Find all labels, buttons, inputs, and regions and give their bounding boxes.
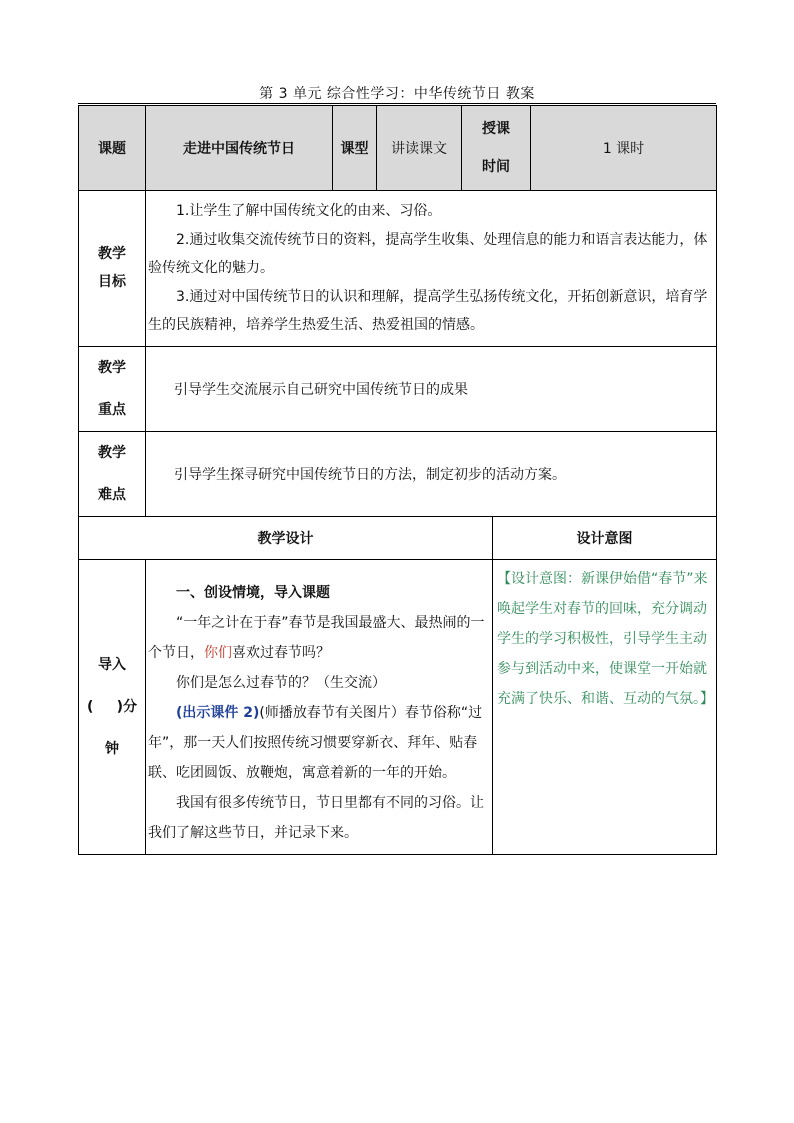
courseware-ref: (出示课件 2): [176, 704, 260, 721]
key-points-label: [79, 346, 146, 431]
intro-label-bottom: 钟: [105, 740, 119, 757]
paren-open: (: [87, 698, 94, 715]
objectives-row: [79, 191, 717, 347]
objectives-label-line2: 目标: [98, 274, 126, 291]
difficulties-row: [79, 431, 717, 516]
header-divider: [78, 103, 716, 104]
key-points-row: [79, 346, 717, 431]
lesson-plan-table: [78, 105, 717, 855]
intro-paragraph-3: (出示课件 2)(师播放春节有关图片）春节俗称“过年”，那一天人们按照传统习惯要穿新衣、拜年、贴春联、吃团圆饭、放鞭炮，寓意着新的一年的开始。: [148, 704, 483, 781]
intro-paragraph-1: “一年之计在于春”春节是我国最盛大、最热闹的一个节日，你们喜欢过春节吗？: [148, 614, 485, 661]
type-label: 课型: [333, 106, 377, 191]
objective-item: 2.通过收集交流传统节日的资料，提高学生收集、处理信息的能力和语言表达能力，体验传统文化的魅力。: [148, 231, 708, 276]
time-label: [462, 106, 531, 191]
design-header-row: [79, 516, 717, 559]
objectives-label: [79, 191, 146, 347]
intent-column-header: 设计意图: [493, 516, 717, 559]
time-label-line1: 授课: [482, 121, 510, 137]
intro-label: [79, 559, 146, 854]
time-label-line2: 时间: [482, 159, 510, 175]
intro-row: [79, 559, 717, 854]
intro-lesson-content: [146, 559, 493, 854]
intro-heading: 一、创设情境，导入课题: [176, 584, 330, 601]
intro-label-top: 导入: [98, 656, 126, 673]
intro-intent-content: 【设计意图：新课伊始借“春节”来唤起学生对春节的回味，充分调动学生的学习积极性，引导学生主动参与到活动中来，使课堂一开始就充满了快乐、和谐、互动的气氛。】: [493, 559, 717, 854]
paren-close: ): [116, 698, 123, 715]
difficulties-label: [79, 431, 146, 516]
intro-label-minutes: [79, 686, 145, 728]
objectives-label-line1: 教学: [98, 246, 126, 263]
page-title: 第 3 单元 综合性学习：中华传统节日 教案: [259, 86, 535, 102]
info-row: [79, 106, 717, 191]
type-value: 讲读课文: [377, 106, 462, 191]
difficulties-label-line2: 难点: [98, 486, 126, 503]
objectives-content: [146, 191, 717, 347]
key-points-content: 引导学生交流展示自己研究中国传统节日的成果: [146, 346, 717, 431]
key-points-label-line2: 重点: [98, 401, 126, 418]
difficulties-label-line1: 教学: [98, 444, 126, 461]
time-value: 1 课时: [531, 106, 717, 191]
topic-label: 课题: [79, 106, 146, 191]
intro-paragraph-2: 你们是怎么过春节的？（生交流）: [176, 674, 386, 691]
topic-value: 走进中国传统节日: [146, 106, 333, 191]
difficulties-content: 引导学生探寻研究中国传统节日的方法，制定初步的活动方案。: [146, 431, 717, 516]
key-points-label-line1: 教学: [98, 359, 126, 376]
intro-paragraph-4: 我国有很多传统节日，节日里都有不同的习俗。让我们了解这些节日，并记录下来。: [148, 794, 484, 841]
design-column-header: 教学设计: [79, 516, 493, 559]
minutes-unit: 分: [123, 698, 137, 715]
objective-item: 1.让学生了解中国传统文化的由来、习俗。: [176, 203, 442, 219]
objective-item: 3.通过对中国传统节日的认识和理解，提高学生弘扬传统文化，开拓创新意识，培育学生的民族精神，培养学生热爱生活、热爱祖国的情感。: [148, 288, 708, 333]
